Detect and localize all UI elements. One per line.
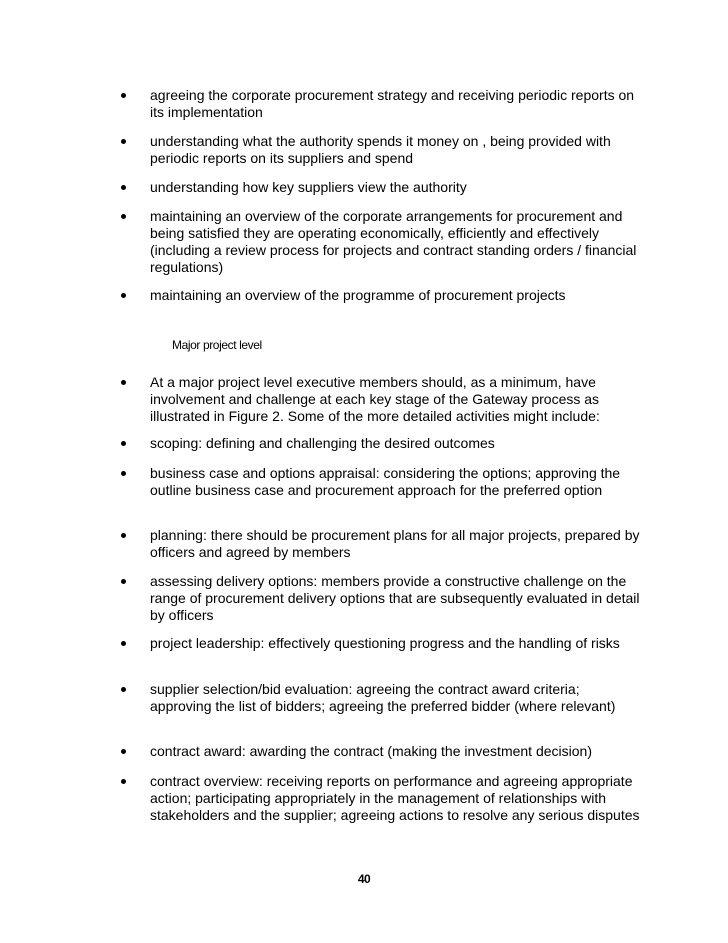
bullet-icon	[121, 779, 126, 784]
list-item-text: agreeing the corporate procurement strategy and receiving periodic reports on its implementation	[150, 87, 635, 120]
bullet-icon	[121, 441, 126, 446]
list-item-text: maintaining an overview of the programme of procurement projects	[150, 287, 566, 303]
list-item-text: understanding what the authority spends it money on , being provided with periodic reports on its suppliers and spend	[150, 133, 611, 166]
list-item-text: business case and options appraisal: considering the options; approving the outline business case and procurement approach for the preferred option	[150, 465, 621, 498]
list-item-text: planning: there should be procurement plans for all major projects, prepared by officers and agreed by members	[150, 527, 640, 560]
bullet-icon	[121, 214, 126, 219]
bullet-icon	[121, 293, 126, 298]
list-item-text: understanding how key suppliers view the authority	[150, 179, 467, 195]
bullet-icon	[121, 641, 126, 646]
section-heading: Major project level	[172, 338, 262, 352]
bullet-icon	[121, 533, 126, 538]
bullet-icon	[121, 93, 126, 98]
list-item-text: At a major project level executive members should, as a minimum, have involvement and challenge at each key stage of the Gateway process as illustrated in Figure 2. Some of the more detailed activities might include:	[150, 374, 600, 424]
bullet-icon	[121, 185, 126, 190]
list-item-text: project leadership: effectively questioning progress and the handling of risks	[150, 635, 620, 651]
list-item-text: scoping: defining and challenging the desired outcomes	[150, 435, 495, 451]
list-item-text: assessing delivery options: members provide a constructive challenge on the range of procurement delivery options that are subsequently evaluated in detail by officers	[150, 573, 640, 623]
page-number: 40	[357, 872, 371, 886]
list-item-text: contract award: awarding the contract (making the investment decision)	[150, 743, 592, 759]
bullet-icon	[121, 471, 126, 476]
list-item-text: maintaining an overview of the corporate arrangements for procurement and being satisfied they are operating economically, efficiently and effectively (including a review process for projects and contract standing orders / financial regulations)	[150, 208, 637, 275]
bullet-icon	[121, 579, 126, 584]
bullet-icon	[121, 749, 126, 754]
list-item-text: supplier selection/bid evaluation: agreeing the contract award criteria; approving the list of bidders; agreeing the preferred bidder (where relevant)	[150, 681, 616, 714]
list-item-text: contract overview: receiving reports on performance and agreeing appropriate action; participating appropriately in the management of relationships with stakeholders and the supplier; agreeing actions to resolve any serious disputes	[150, 773, 640, 823]
bullet-icon	[121, 139, 126, 144]
bullet-icon	[121, 687, 126, 692]
bullet-icon	[121, 380, 126, 385]
